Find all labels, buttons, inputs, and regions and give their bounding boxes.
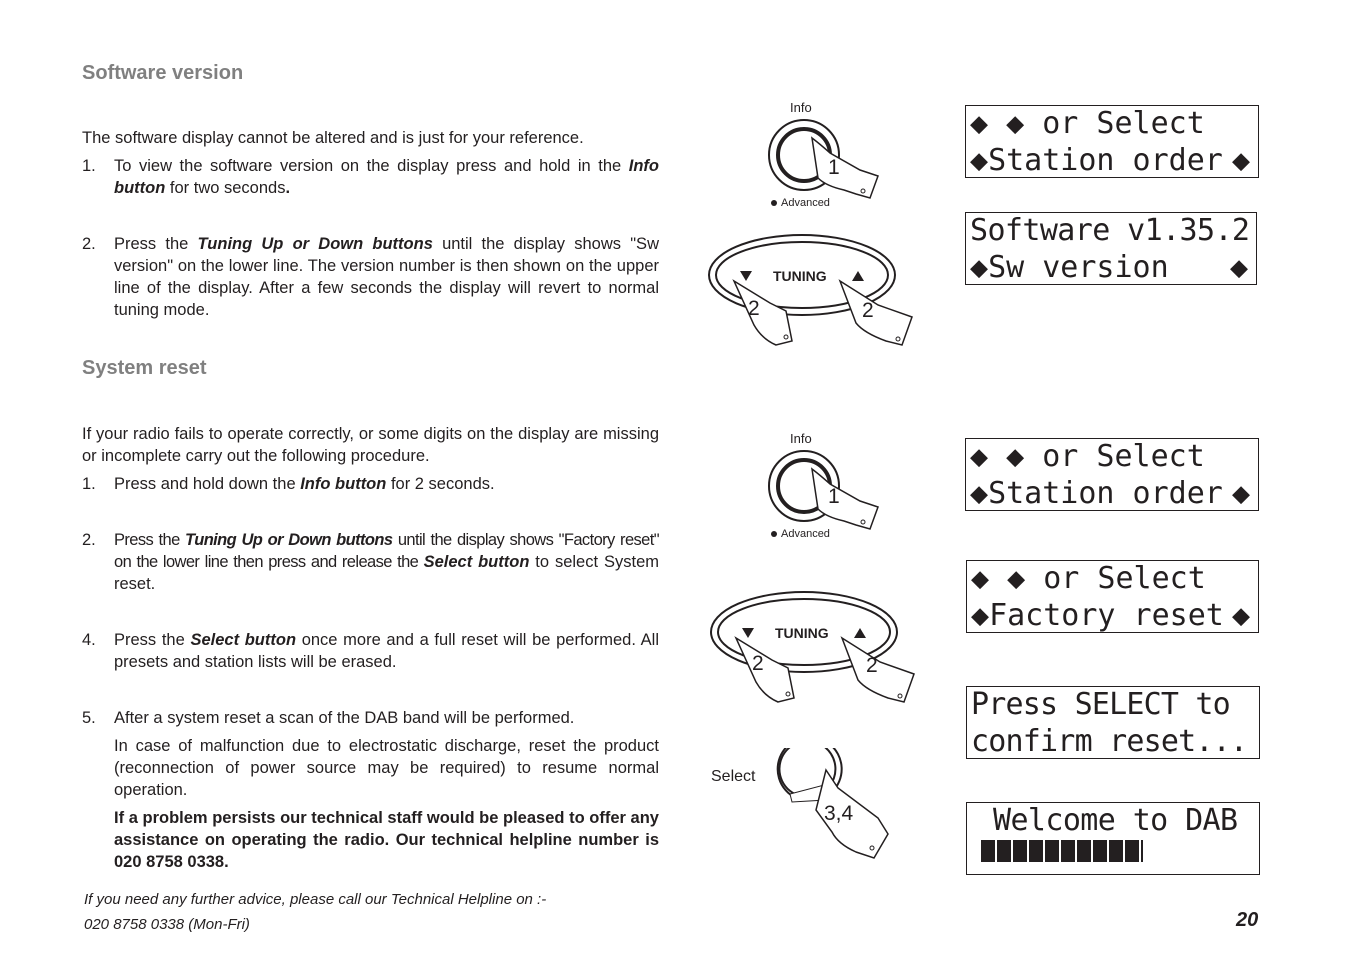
page-number: 20 xyxy=(1236,909,1259,931)
lcd-line-2: ◆Factory reset ◆ xyxy=(971,598,1250,633)
lcd-display xyxy=(966,560,1259,633)
step-number: 2 xyxy=(748,297,760,320)
item-number: 2. xyxy=(82,531,96,549)
list-item xyxy=(82,629,659,673)
footer-phone: 020 8758 0338 (Mon-Fri) xyxy=(84,916,250,933)
software-intro: The software display cannot be altered and is just for your reference. xyxy=(82,129,584,147)
step-number: 3,4 xyxy=(824,802,854,825)
advanced-label: Advanced xyxy=(781,197,830,209)
select-button-diagram xyxy=(708,748,908,863)
left-arrow-icon: ◆ xyxy=(970,106,989,141)
item-number: 2. xyxy=(82,235,96,253)
left-arrow-icon: ◆ xyxy=(971,561,990,596)
lcd-line-2: confirm reset... xyxy=(971,724,1248,759)
lcd-line-1: Software v1.35.2 xyxy=(970,213,1250,248)
tuning-buttons-diagram xyxy=(708,590,923,708)
left-arrow-icon: ◆ xyxy=(970,143,989,178)
tuning-buttons-icon xyxy=(708,590,923,708)
step-number: 1 xyxy=(828,156,840,179)
info-button-icon xyxy=(760,98,890,213)
pointing-hand-icon xyxy=(812,138,878,198)
item-text: Press the Tuning Up or Down buttons until the display shows "Factory reset" on the lower line then press and release the Select button to select System reset. xyxy=(114,531,659,593)
info-button-diagram xyxy=(760,98,890,213)
helpline-note: If a problem persists our technical staff would be pleased to offer any assistance on operating the radio. Our technical helpline number is 020 8758 0338. xyxy=(114,809,659,871)
tuning-label: TUNING xyxy=(773,268,827,284)
item-text: After a system reset a scan of the DAB band will be performed. xyxy=(114,709,575,727)
right-arrow-icon: ◆ xyxy=(1231,598,1250,633)
lcd-display xyxy=(966,686,1260,759)
reset-intro: If your radio fails to operate correctly, or some digits on the display are missing or incomplete carry out the following procedure. xyxy=(82,425,659,465)
lcd-line-2: ◆Station order ◆ xyxy=(970,143,1250,178)
item-number: 4. xyxy=(82,631,96,649)
left-arrow-icon: ◆ xyxy=(970,476,989,511)
list-item xyxy=(82,155,659,201)
select-label: Select xyxy=(711,768,756,785)
lcd-display xyxy=(965,105,1259,178)
item-number: 1. xyxy=(82,157,96,175)
right-arrow-icon: ◆ xyxy=(1231,476,1250,511)
step-number: 1 xyxy=(828,485,840,508)
select-button-icon xyxy=(708,748,908,863)
item-number: 1. xyxy=(82,475,96,493)
step-number: 2 xyxy=(866,654,878,677)
step-number: 2 xyxy=(752,652,764,675)
system-reset-heading: System reset xyxy=(82,357,207,379)
list-item xyxy=(82,473,659,495)
item-text: Press the Tuning Up or Down buttons until the display shows "Sw version" on the lower line. The version number is then shown on the upper line of the display. After a few seconds the display will revert to normal tuning mode. xyxy=(114,235,659,319)
right-arrow-icon: ◆ xyxy=(1229,250,1248,285)
tuning-buttons-icon xyxy=(706,233,921,351)
lcd-line-1: ◆ ◆ or Select xyxy=(970,439,1205,474)
lcd-line-1: Press SELECT to xyxy=(971,687,1230,722)
lcd-display xyxy=(965,438,1259,511)
item-text: Press and hold down the Info button for 2 seconds. xyxy=(114,475,495,493)
step-number: 2 xyxy=(862,299,874,322)
scan-progress-bar xyxy=(981,840,1143,862)
lcd-line-1: Welcome to DAB xyxy=(993,803,1238,838)
right-arrow-icon: ◆ xyxy=(1006,106,1025,141)
info-label: Info xyxy=(790,431,812,446)
right-arrow-icon: ◆ xyxy=(1006,439,1025,474)
tuning-label: TUNING xyxy=(775,625,829,641)
list-item xyxy=(82,233,659,321)
item-text: Press the Select button once more and a full reset will be performed. All presets and station lists will be erased. xyxy=(114,631,659,671)
list-item xyxy=(82,529,659,595)
footer-advice: If you need any further advice, please call our Technical Helpline on :- xyxy=(84,891,547,908)
right-arrow-icon: ◆ xyxy=(1231,143,1250,178)
pointing-hand-icon xyxy=(812,469,878,529)
software-version-heading: Software version xyxy=(82,62,244,84)
tuning-buttons-diagram xyxy=(706,233,921,351)
left-arrow-icon: ◆ xyxy=(970,439,989,474)
lcd-line-1: ◆ ◆ or Select xyxy=(970,106,1205,141)
left-arrow-icon: ◆ xyxy=(970,250,989,285)
info-button-diagram xyxy=(760,429,890,544)
item-number: 5. xyxy=(82,709,96,727)
right-arrow-icon: ◆ xyxy=(1007,561,1026,596)
lcd-line-1: ◆ ◆ or Select xyxy=(971,561,1206,596)
lcd-display xyxy=(965,212,1257,285)
lcd-line-2: ◆Station order ◆ xyxy=(970,476,1250,511)
advanced-label: Advanced xyxy=(781,528,830,540)
left-arrow-icon: ◆ xyxy=(971,598,990,633)
lcd-line-2: ◆Sw version ◆ xyxy=(970,250,1248,285)
info-button-icon xyxy=(760,429,890,544)
info-label: Info xyxy=(790,100,812,115)
esd-note: In case of malfunction due to electrostatic discharge, reset the product (reconnection of power source may be required) to resume normal operation. xyxy=(114,737,659,799)
item-text: To view the software version on the display press and hold in the Info button for two seconds. xyxy=(114,157,659,197)
lcd-display xyxy=(966,802,1260,875)
list-item xyxy=(82,707,659,729)
